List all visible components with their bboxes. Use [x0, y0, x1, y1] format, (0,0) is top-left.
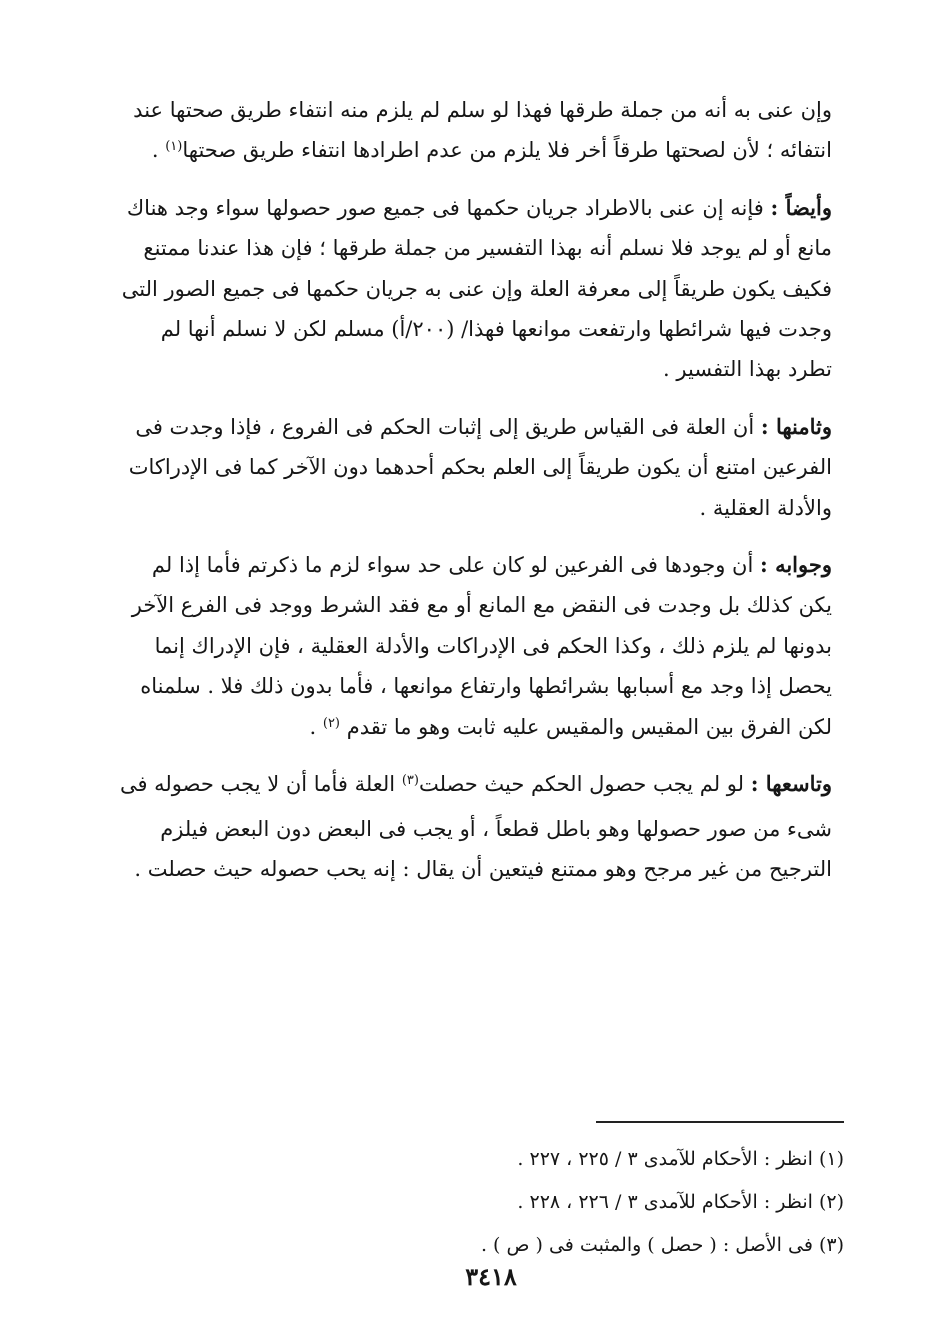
paragraph-lead: وثامنها :	[760, 413, 832, 439]
footnote-ref-3: (٣)	[401, 773, 419, 789]
paragraph-lead: وتاسعها :	[750, 771, 832, 797]
paragraph-lead: وأيضاً :	[770, 194, 832, 220]
paragraph-text: أن وجودها فى الفرعين لو كان على حد سواء لزم ما ذكرتم فأما إذا لم يكن كذلك بل وجدت فى النقض مع المانع أو مع فقد الشرط ووجد فى الفرع الآخر بدونها لم يلزم ذلك ، وكذا الحكم فى الإدراكات والأدلة العقلية ، فإن الإدراك إنما يحصل إذا وجد مع أسبابها بشرائطها وارتفاع موانعها ، فأما بدون ذلك فلا . سلمناه لكن الفرق بين المقيس والمقيس عليه ثابت وهو ما تقدم	[131, 553, 832, 739]
paragraph-4	[112, 545, 832, 751]
paragraph-text: وإن عنى به أنه من جملة طرقها فهذا لو سلم لم يلزم منه انتفاء طريق صحتها عند انتفائه ؛ لأن لصحتها طرقاً أخر فلا يلزم من عدم اطرادها انتفاء طريق صحتها	[133, 98, 832, 163]
footnote-ref-1: (١)	[165, 139, 183, 155]
footnote-3: (٣) فى الأصل : ( حصل ) والمثبت فى ( ص ) .	[480, 1234, 844, 1256]
paragraph-text: أن العلة فى القياس طريق إلى إثبات الحكم فى الفروع ، فإذا وجدت فى الفرعين امتنع أن يكون طريقاً إلى العلم بحكم أحدهما دون الآخر كما فى الإدراكات والأدلة العقلية .	[128, 414, 832, 520]
paragraph-lead: وجوابه :	[760, 552, 832, 578]
paragraph-tail: العلة فأما أن لا يجب حصوله فى شىء من صور حصولها وهو باطل قطعاً ، أو يجب فى البعض دون البعض فيلزم الترجيح من غير مرجح وهو ممتنع فيتعين أن يقال : إنه يحب حصوله حيث حصلت .	[119, 772, 832, 881]
paragraph-tail: .	[309, 714, 317, 739]
paragraph-text: فإنه إن عنى بالاطراد جريان حكمها فى جميع صور حصولها سواء وجد هناك مانع أو لم يوجد فلا نسلم أنه بهذا التفسير من جملة طرقها ؛ فإن هذا عندنا ممتنع فكيف يكون طريقاً إلى معرفة العلة وإن عنى به جريان حكمها فى جميع الصور التى وجدت فيها شرائطها وارتفعت موانعها فهذا/ (٢٠٠/أ) مسلم لكن لا نسلم أنها لم تطرد بهذا التفسير .	[121, 195, 832, 382]
paragraph-1	[112, 90, 832, 175]
footnote-separator	[596, 1121, 844, 1123]
footnote-2: (٢) انظر : الأحكام للآمدى ٣ / ٢٢٦ ، ٢٢٨ .	[517, 1191, 844, 1213]
main-text	[112, 90, 832, 902]
footnote-1: (١) انظر : الأحكام للآمدى ٣ / ٢٢٥ ، ٢٢٧ .	[517, 1148, 844, 1170]
paragraph-3	[112, 407, 832, 532]
page-number: ٣٤١٨	[465, 1262, 517, 1291]
footnote-ref-2: (٢)	[322, 715, 340, 731]
paragraph-text: لو لم يجب حصول الحكم حيث حصلت	[418, 772, 745, 797]
footnotes	[440, 1138, 844, 1267]
paragraph-2	[112, 188, 832, 394]
paragraph-tail: .	[151, 138, 159, 163]
paragraph-5	[112, 764, 832, 889]
